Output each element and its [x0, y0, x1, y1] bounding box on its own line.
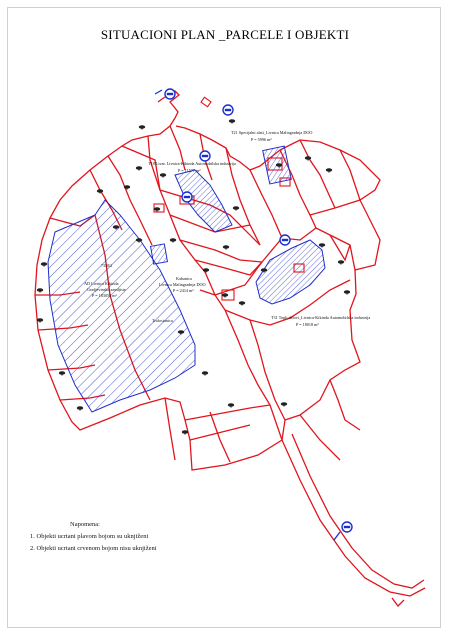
tree-icon	[136, 166, 142, 170]
tree-icon	[229, 119, 235, 123]
notes-heading: Napomena:	[70, 521, 100, 528]
label-plot-area: P = 183058 m²	[92, 293, 117, 298]
note-item-2: 2. Objekti ucrtani crvenom bojom nisu uknjiženi	[30, 545, 157, 552]
tree-icon	[139, 125, 145, 129]
tree-icon	[281, 402, 287, 406]
tree-icon	[222, 293, 228, 297]
page-title: SITUACIONI PLAN _PARCELE I OBJEKTI	[100, 27, 350, 42]
tree-icon	[203, 268, 209, 272]
label-t31: T31 Topli delovi_Livnica-Kikinda Automobilska industrija	[271, 315, 371, 320]
road-marker-icon	[200, 151, 210, 161]
tree-icon	[239, 301, 245, 305]
tree-icon	[160, 173, 166, 177]
tree-icon	[344, 290, 350, 294]
building-t31-topli-delovi	[256, 240, 325, 304]
label-t18: T18 Livar. Livnica-Kikinda Automobilska industrija	[148, 161, 236, 166]
label-t21-area: P = 5996 m²	[251, 137, 272, 142]
road-marker-icon	[280, 235, 290, 245]
tree-icon	[59, 371, 65, 375]
label-t21: T21 Specijalni alati_Livnica Malingradnja DOO	[231, 130, 313, 135]
tree-icon	[182, 430, 188, 434]
tree-icon	[202, 371, 208, 375]
road-marker-icon	[165, 89, 175, 99]
label-kabanica-area: P = 2414 m²	[173, 288, 194, 293]
building-ad-livnica-kikinda	[48, 200, 195, 412]
tree-icon	[41, 262, 47, 266]
tree-icon	[326, 168, 332, 172]
tree-icon	[338, 260, 344, 264]
label-t18-area: P = 11577 m²	[178, 168, 201, 173]
label-plot-use: Gradjevinsko zemljiste	[87, 287, 126, 292]
label-kabanica: Kabanica	[176, 276, 192, 281]
tree-icon	[124, 185, 130, 189]
building-kabanica	[151, 244, 168, 264]
tree-icon	[170, 238, 176, 242]
tree-icon	[154, 207, 160, 211]
label-plot-number: 7338/2	[101, 263, 113, 268]
access-road	[282, 434, 425, 606]
tree-icon	[228, 403, 234, 407]
tree-icon	[37, 288, 43, 292]
label-trafostanica: Trafostanica	[152, 318, 173, 323]
tree-icon	[319, 243, 325, 247]
note-item-1: 1. Objekti ucrtani plavom bojom su uknjiženi	[30, 533, 149, 540]
road-marker-icon	[342, 522, 352, 532]
road-marker-icon	[182, 192, 192, 202]
tree-icon	[223, 245, 229, 249]
road-marker-icon	[223, 105, 233, 115]
label-kabanica-owner: Livnica Malingradnja DOO	[159, 282, 206, 287]
label-plot-owner: AD Livnica Kikinda	[84, 281, 119, 286]
tree-icon	[77, 406, 83, 410]
tree-icon	[233, 206, 239, 210]
label-t31-area: P = 18018 m²	[296, 322, 319, 327]
legend-notes	[30, 519, 157, 555]
